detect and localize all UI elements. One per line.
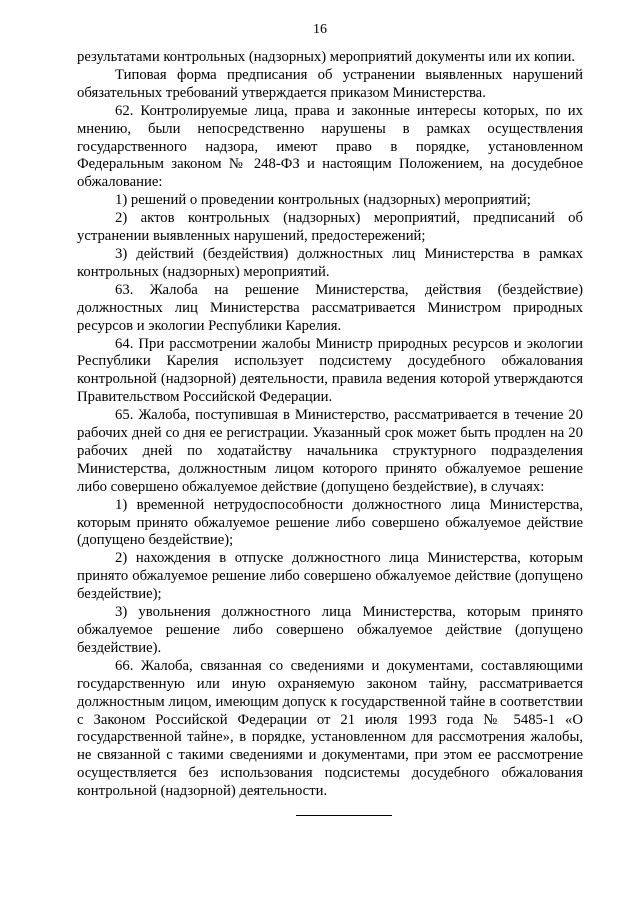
list-item-62-1: 1) решений о проведении контрольных (надзорных) мероприятий; — [115, 192, 531, 209]
document-body — [77, 49, 583, 801]
list-item-65-3: 3) увольнения должностного лица Министерства, которым принято обжалуемое решение либо совершено обжалуемое действие (допущено бездействие). — [77, 604, 583, 656]
closing-divider-line — [296, 815, 392, 816]
paragraph-continuation: результатами контрольных (надзорных) мероприятий документы или их копии. — [77, 49, 576, 65]
page-number: 16 — [313, 22, 327, 37]
paragraph-template-form: Типовая форма предписания об устранении выявленных нарушений обязательных требований утверждается приказом Министерства. — [77, 66, 583, 101]
paragraph-62: 62. Контролируемые лица, права и законные интересы которых, по их мнению, были непосредственно нарушены в рамках осуществления государственного надзора, имеют право в порядке, установленном Федеральным законом № 248-ФЗ и настоящим Положением, на досудебное обжалование: — [77, 102, 583, 191]
paragraph-66: 66. Жалоба, связанная со сведениями и документами, составляющими государственную или иную охраняемую законом тайну, рассматривается должностным лицом, имеющим допуск к государственной тайне в соответствии с Законом Российской Федерации от 21 июля 1993 года № 5485-1 «О государственной тайне», в порядке, установленном для рассмотрения жалобы, не связанной с такими сведениями и документами, при этом ее рассмотрение осуществляется без использования подсистемы досудебного обжалования контрольной (надзорной) деятельности. — [77, 657, 583, 800]
paragraph-63: 63. Жалоба на решение Министерства, действия (бездействие) должностных лиц Министерства рассматривается Министром природных ресурсов и экологии Республики Карелия. — [77, 281, 583, 334]
list-item-65-1: 1) временной нетрудоспособности должностного лица Министерства, которым принято обжалуемое решение либо совершено обжалуемое действие (допущено бездействие); — [77, 496, 583, 549]
list-item-62-3: 3) действий (бездействия) должностных лиц Министерства в рамках контрольных (надзорных) мероприятий. — [77, 245, 583, 280]
paragraph-65: 65. Жалоба, поступившая в Министерство, рассматривается в течение 20 рабочих дней со дня ее регистрации. Указанный срок может быть продлен на 20 рабочих дней по ходатайству начальника структурного подразделения Министерства, должностным лицом которого принято обжалуемое решение либо совершено обжалуемое действие (допущено бездействие), в случаях: — [77, 407, 583, 495]
list-item-65-2: 2) нахождения в отпуске должностного лица Министерства, которым принято обжалуемое решение либо совершено обжалуемое действие (допущено бездействие); — [77, 550, 583, 603]
paragraph-64: 64. При рассмотрении жалобы Министр природных ресурсов и экологии Республики Карелия использует подсистему досудебного обжалования контрольной (надзорной) деятельности, правила ведения которой утверждаются Правительством Российской Федерации. — [77, 335, 583, 406]
list-item-62-2: 2) актов контрольных (надзорных) мероприятий, предписаний об устранении выявленных нарушений, предостережений; — [77, 210, 583, 245]
